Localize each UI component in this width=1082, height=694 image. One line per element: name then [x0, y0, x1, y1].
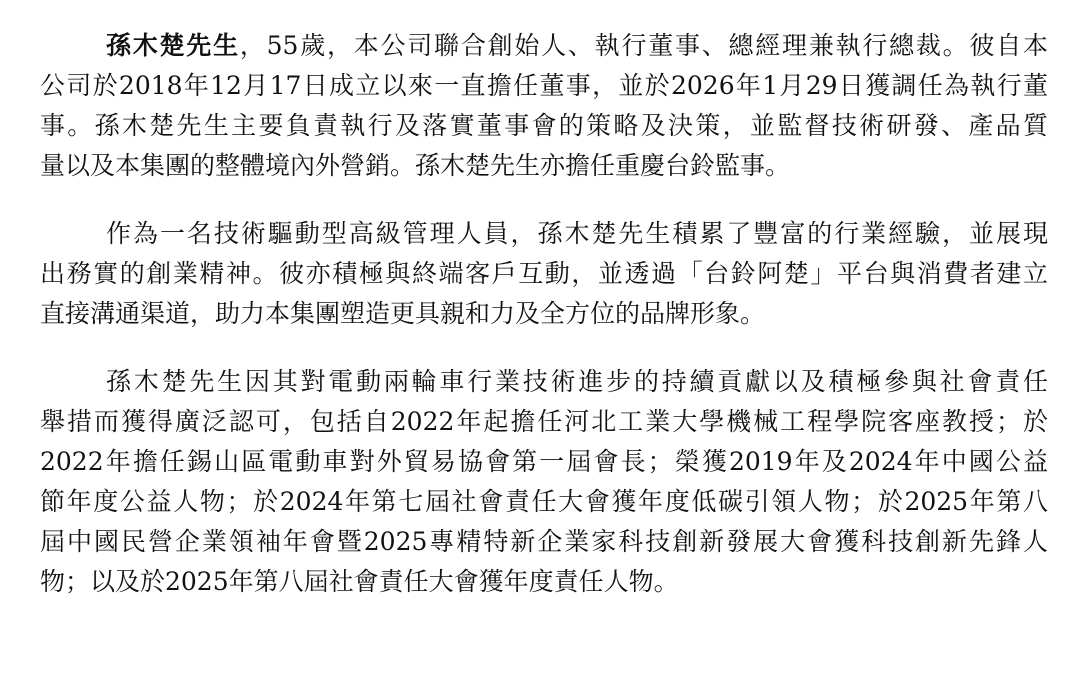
text-line: 公司於2018年12月17日成立以來一直擔任董事，並於2026年1月29日獲調任為執行董 — [40, 71, 1048, 100]
text-line: 舉措而獲得廣泛認可，包括自2022年起擔任河北工業大學機械工程學院客座教授；於 — [40, 407, 1048, 436]
paragraph-spacer — [40, 334, 1048, 362]
text-line: 物；以及於2025年第八屆社會責任大會獲年度責任人物。 — [40, 567, 679, 596]
text-line: 直接溝通渠道，助力本集團塑造更具親和力及全方位的品牌形象。 — [40, 299, 766, 328]
text-line: 事。孫木楚先生主要負責執行及落實董事會的策略及決策，並監督技術研發、產品質 — [40, 111, 1048, 140]
paragraph-biography-intro — [40, 26, 1048, 186]
text-line-content: ，55歲，本公司聯合創始人、執行董事、總經理兼執行總裁。彼自本 — [239, 31, 1048, 60]
paragraph-spacer — [40, 186, 1048, 214]
text-line — [40, 26, 1048, 66]
document-body — [40, 26, 1048, 602]
paragraph-management-experience — [40, 214, 1048, 334]
person-name-bold: 孫木楚先生 — [106, 31, 240, 60]
text-line: 量以及本集團的整體境內外營銷。孫木楚先生亦擔任重慶台鈴監事。 — [40, 151, 791, 180]
text-line: 節年度公益人物；於2024年第七屆社會責任大會獲年度低碳引領人物；於2025年第八 — [40, 487, 1048, 516]
text-line: 出務實的創業精神。彼亦積極與終端客戶互動，並透過「台鈴阿楚」平台與消費者建立 — [40, 259, 1048, 288]
paragraph-recognition — [40, 362, 1048, 602]
text-line: 屆中國民營企業領袖年會暨2025專精特新企業家科技創新發展大會獲科技創新先鋒人 — [40, 527, 1048, 556]
text-line: 作為一名技術驅動型高級管理人員，孫木楚先生積累了豐富的行業經驗，並展現 — [106, 219, 1048, 248]
text-line: 2022年擔任錫山區電動車對外貿易協會第一屆會長；榮獲2019年及2024年中國公益 — [40, 447, 1048, 476]
text-line: 孫木楚先生因其對電動兩輪車行業技術進步的持續貢獻以及積極參與社會責任 — [106, 367, 1048, 396]
